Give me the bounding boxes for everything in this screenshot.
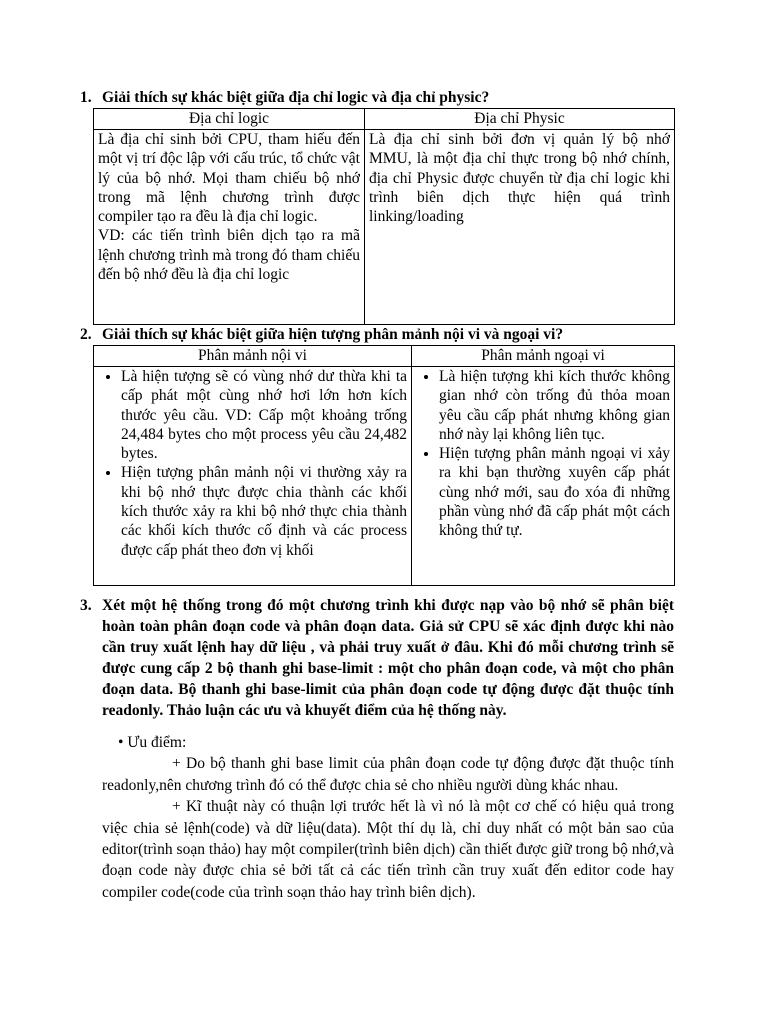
- header-internal: Phân mảnh nội vi: [94, 346, 412, 367]
- physic-definition: Là địa chỉ sinh bởi đơn vị quản lý bộ nhớ MMU, là một địa chỉ thực trong bộ nhớ chính, địa chỉ Physic được chuyển từ địa chỉ logic khi trình biên dịch thực hiện quá trình linking/loading: [369, 131, 670, 226]
- question-2-number: 2.: [80, 326, 92, 343]
- cell-internal: [94, 367, 412, 586]
- advantages-label: Ưu điểm:: [127, 734, 187, 751]
- question-3-title: [80, 596, 674, 721]
- cell-logic: [94, 130, 365, 325]
- internal-item: • Là hiện tượng sẽ có vùng nhớ dư thừa khi ta cấp phát một cùng nhớ hơi lớn hơn kích thước yêu cầu. VD: Cấp một khoảng trống 24,484 bytes cho một process yêu cầu 24,482 bytes.: [121, 367, 407, 463]
- advantage-point-2: + Kĩ thuật này có thuận lợi trước hết là vì nó là một cơ chế có hiệu quả trong việc chia sẻ lệnh(code) và dữ liệu(data). Một thí dụ là, chỉ duy nhất có một bản sao của editor(trình soạn thảo) hay một compiler(trình biên dịch) cần thiết được giữ trong bộ nhớ,và đoạn code này được chia sẻ bởi tất cả các tiến trình cần truy xuất đến editor code hay compiler code(code của trình soạn thảo hay trình biên dịch).: [102, 798, 674, 901]
- external-item: • Hiện tượng phân mảnh ngoại vi xảy ra khi bạn thường xuyên cấp phát cùng nhớ mới, sau đo xóa đi những phần vùng nhớ đã cấp phát một cách không thứ tự.: [439, 444, 670, 540]
- internal-item: • Hiện tượng phân mảnh nội vi thường xảy ra khi bộ nhớ thực được chia thành các khối kích thước xảy ra khi bộ nhớ thực chia thành các khối kích thước cố định và các process được cấp phát theo đơn vị khối: [121, 463, 407, 559]
- advantage-point-1: + Do bộ thanh ghi base limit của phân đoạn code tự động được đặt thuộc tính readonly,nên chương trình đó có thể được chia sẻ cho nhiều người dùng khác nhau.: [102, 755, 674, 794]
- logic-example: VD: các tiến trình biên dịch tạo ra mã lệnh chương trình mà trong đó tham chiếu đến bộ nhớ đều là địa chỉ logic: [98, 227, 360, 284]
- cell-external: [412, 367, 675, 586]
- fragmentation-table: [93, 345, 675, 586]
- header-logic: Địa chỉ logic: [94, 109, 365, 130]
- header-physic: Địa chỉ Physic: [365, 109, 675, 130]
- question-1-text: Giải thích sự khác biệt giữa địa chỉ logic và địa chỉ physic?: [102, 89, 490, 106]
- header-external: Phân mảnh ngoại vi: [412, 346, 675, 367]
- bullet-dot: •: [118, 734, 124, 751]
- question-1-number: 1.: [80, 89, 92, 106]
- question-1-title: [80, 88, 489, 108]
- external-item: • Là hiện tượng khi kích thước không gian nhớ còn trống đủ thỏa moan yêu cầu cấp phát nhưng không gian nhớ này lại không liên tục.: [439, 367, 670, 444]
- advantages-heading: [102, 732, 674, 753]
- logic-physic-table: [93, 108, 675, 325]
- question-3-answer: [102, 732, 674, 903]
- question-3-text: Xét một hệ thống trong đó một chương trình khi được nạp vào bộ nhớ sẽ phân biệt hoàn toàn phân đoạn code và phân đoạn data. Giả sử CPU sẽ xác định được khi nào cần truy xuất lệnh hay dữ liệu , và phải truy xuất ở đâu. Khi đó mỗi chương trình sẽ được cung cấp 2 bộ thanh ghi base-limit : một cho phân đoạn code, và một cho phân đoạn data. Bộ thanh ghi base-limit của phân đoạn code tự động được đặt thuộc tính readonly. Thảo luận các ưu và khuyết điểm của hệ thống này.: [102, 597, 674, 719]
- question-2-text: Giải thích sự khác biệt giữa hiện tượng phân mảnh nội vi và ngoại vi?: [102, 326, 564, 343]
- cell-physic: [365, 130, 675, 325]
- logic-definition: Là địa chỉ sinh bởi CPU, tham hiếu đến một vị trí độc lập với cấu trúc, tổ chức vật lý của bộ nhớ. Mọi tham chiếu bộ nhớ trong mã lệnh chương trình được compiler tạo ra đều là địa chỉ logic.: [98, 131, 360, 226]
- question-3-number: 3.: [80, 597, 92, 614]
- question-2-title: [80, 325, 563, 345]
